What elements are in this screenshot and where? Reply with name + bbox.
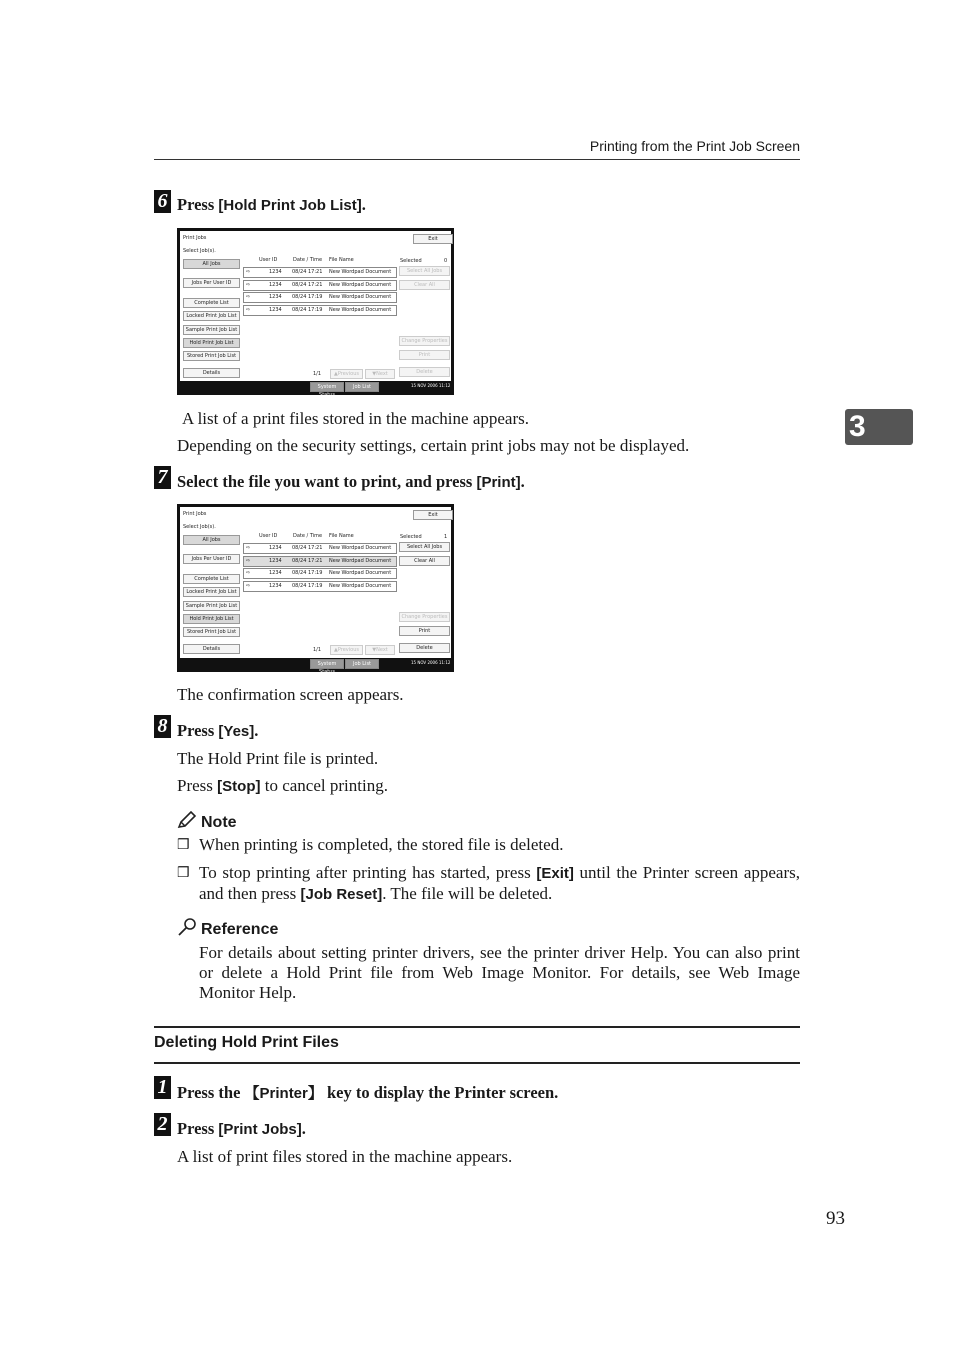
section-step-2-title: Press [Print Jobs].	[177, 1119, 306, 1138]
exit-button: Exit	[413, 234, 453, 244]
page-number: 93	[826, 1208, 845, 1229]
step-number-2: 2	[154, 1113, 171, 1136]
section-top-rule	[154, 1026, 800, 1028]
step-8-stop: Press [Stop] to cancel printing.	[177, 776, 388, 795]
step-number-8: 8	[154, 715, 171, 738]
step-7-title: Select the file you want to print, and press [Print].	[177, 472, 525, 491]
note-heading: Note	[177, 811, 237, 832]
reference-text: For details about setting printer drivers, see the printer driver Help. You can also print or delete a Hold Print file from Web Image Monitor. For details, see Web Image Monitor Help.	[199, 943, 800, 1002]
screenshot-hold-print-job-list: Print Jobs Select Job(s). Exit All Jobs Jobs Per User ID Complete List Locked Print Job List Sample Print Job List Hold Print Job List Stored Print Job List Details User ID Date / Time File Name Selected 0 ⇨ 1234 08/24 17:21 New Wordpad Document ⇨ 1234 08/24 17:21 New Wordpad Document ⇨ 1234 08/24 17:19 New Wordpad Document ⇨ 1234 08/24 17:19 New Wordpad Document Select All Jobs Clear All Change Properties Print Delete 1/1 ▲Previous ▼Next System Status Job List 15 NOV 2006 11:12	[177, 228, 454, 395]
step-number-1: 1	[154, 1076, 171, 1099]
chapter-tab	[845, 409, 913, 445]
pencil-icon	[177, 811, 197, 829]
step-number-6: 6	[154, 190, 171, 213]
section-step-2-result: A list of print files stored in the machine appears.	[177, 1147, 513, 1166]
note-item-1: When printing is completed, the stored file is deleted.	[199, 835, 564, 854]
step-6-title: Press [Hold Print Job List].	[177, 195, 366, 214]
reference-heading: Reference	[177, 917, 278, 939]
section-title: Deleting Hold Print Files	[154, 1034, 339, 1051]
step-number-7: 7	[154, 466, 171, 489]
checkbox-icon: ❒	[177, 866, 190, 881]
running-header: Printing from the Print Job Screen	[589, 138, 800, 154]
step-6-result: A list of a print files stored in the machine appears.	[182, 409, 529, 428]
step-7-result: The confirmation screen appears.	[177, 685, 404, 704]
section-step-1-title: Press the 【Printer】 key to display the Printer screen.	[177, 1083, 559, 1102]
chapter-number: 3	[849, 410, 866, 443]
screenshot-select-file-print: Print Jobs Select Job(s). Exit All Jobs Jobs Per User ID Complete List Locked Print Job List Sample Print Job List Hold Print Job List Stored Print Job List Details User ID Date / Time File Name Selected 1 ⇨ 1234 08/24 17:21 New Wordpad Document ⇨ 1234 08/24 17:21 New Wordpad Document ⇨ 1234 08/24 17:19 New Wordpad Document ⇨ 1234 08/24 17:19 New Wordpad Document Select All Jobs Clear All Change Properties Print Delete 1/1 ▲Previous ▼Next System Status Job List 15 NOV 2006 11:12	[177, 504, 454, 672]
section-bottom-rule	[154, 1062, 800, 1064]
checkbox-icon: ❒	[177, 838, 190, 853]
exit-button: Exit	[413, 510, 453, 520]
step-8-result: The Hold Print file is printed.	[177, 749, 379, 768]
header-rule	[154, 159, 800, 160]
step-8-title: Press [Yes].	[177, 721, 259, 740]
step-6-note: Depending on the security settings, certain print jobs may not be displayed.	[177, 436, 690, 455]
magnifier-icon	[177, 917, 197, 937]
note-item-2: To stop printing after printing has started, press [Exit] until the Printer screen appears, and then press [Job Reset]. The file will be deleted.	[199, 863, 800, 903]
